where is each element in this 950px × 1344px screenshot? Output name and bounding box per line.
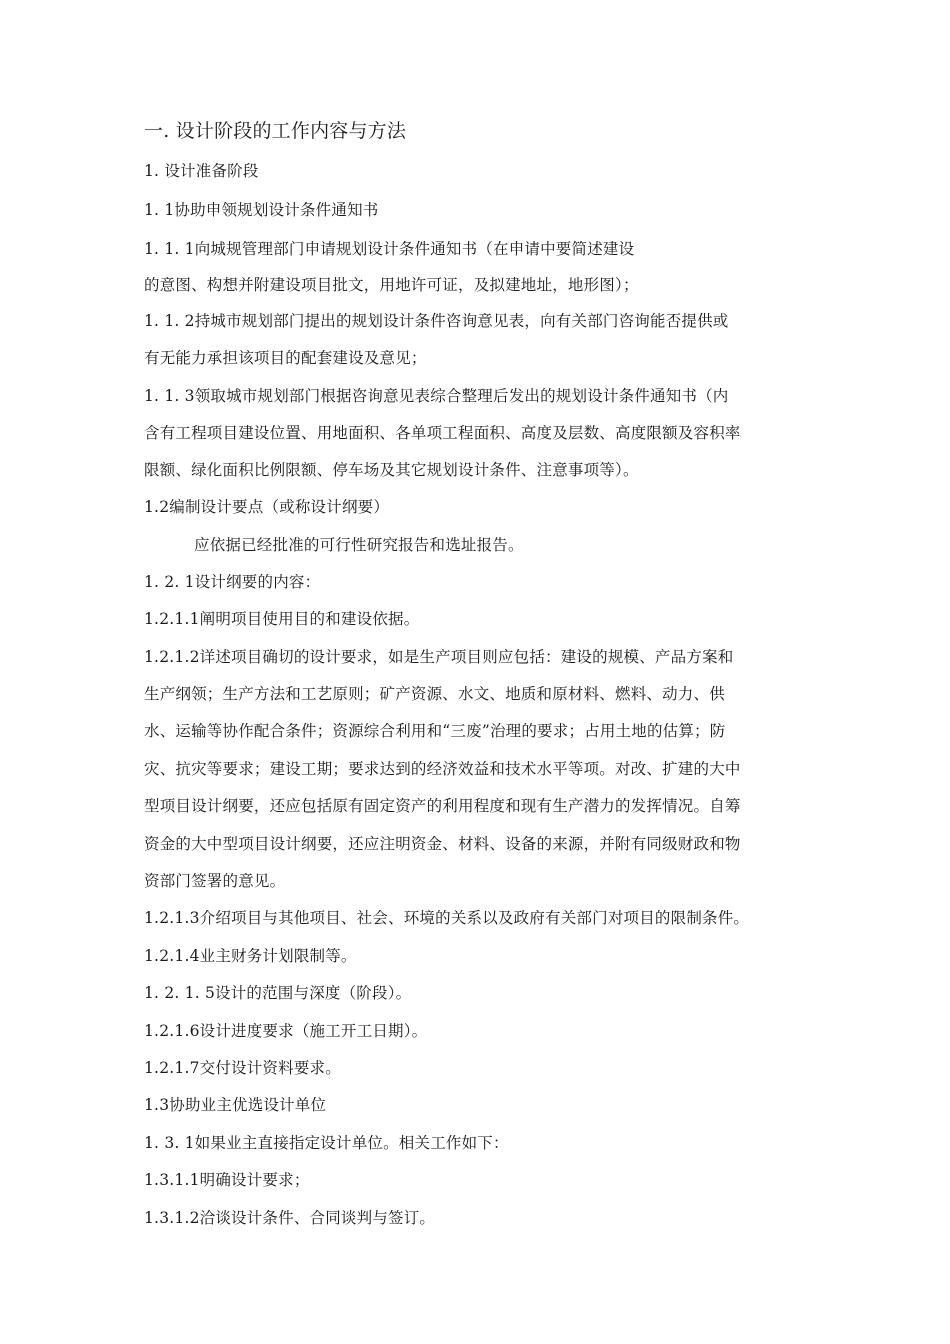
paragraph-line: 的意图、构想并附建设项目批文，用地许可证，及拟建地址，地形图）； <box>144 276 639 294</box>
subsection-heading: 1. 3. 1如果业主直接指定设计单位。相关工作如下： <box>144 1134 509 1152</box>
subsection-heading: 1. 设计准备阶段 <box>144 162 259 180</box>
subsection-heading: 1.3协助业主优选设计单位 <box>144 1096 327 1114</box>
paragraph-line: 1. 2. 1. 5设计的范围与深度（阶段）。 <box>144 984 412 1002</box>
paragraph-line: 水、运输等协作配合条件；资源综合利用和“三废”治理的要求；占用土地的估算；防 <box>144 722 726 740</box>
paragraph-line: 1. 1. 1向城规管理部门申请规划设计条件通知书（在申请中要简述建设 <box>144 240 635 258</box>
paragraph-line: 应依据已经批准的可行性研究报告和选址报告。 <box>194 536 524 554</box>
paragraph-line: 1.3.1.1明确设计要求； <box>144 1171 310 1189</box>
paragraph-line: 生产纲领；生产方法和工艺原则；矿产资源、水文、地质和原材料、燃料、动力、供 <box>144 685 725 703</box>
paragraph-line: 1.2.1.2详述项目确切的设计要求，如是生产项目则应包括：建设的规模、产品方案和 <box>144 648 734 666</box>
paragraph-line: 1.2.1.3介绍项目与其他项目、社会、环境的关系以及政府有关部门对项目的限制条件。 <box>144 909 750 927</box>
paragraph-line: 限额、绿化面积比例限额、停车场及其它规划设计条件、注意事项等）。 <box>144 461 639 479</box>
paragraph-line: 含有工程项目建设位置、用地面积、各单项工程面积、高度及层数、高度限额及容积率 <box>144 424 741 442</box>
paragraph-line: 灾、抗灾等要求；建设工期；要求达到的经济效益和技术水平等项。对改、扩建的大中 <box>144 760 741 778</box>
paragraph-line: 有无能力承担该项目的配套建设及意见； <box>144 349 427 367</box>
subsection-heading: 1. 1协助申领规划设计条件通知书 <box>144 201 379 219</box>
paragraph-line: 1.3.1.2洽谈设计条件、合同谈判与签订。 <box>144 1209 436 1227</box>
paragraph-line: 1.2.1.6设计进度要求（施工开工日期）。 <box>144 1022 428 1040</box>
subsection-heading: 1.2编制设计要点（或称设计纲要） <box>144 498 390 516</box>
paragraph-line: 1. 1. 3领取城市规划部门根据咨询意见表综合整理后发出的规划设计条件通知书（内 <box>144 387 729 405</box>
paragraph-line: 1. 1. 2持城市规划部门提出的规划设计条件咨询意见表，向有关部门咨询能否提供或 <box>144 312 729 330</box>
paragraph-line: 资金的大中型项目设计纲要，还应注明资金、材料、设备的来源，并附有同级财政和物 <box>144 835 741 853</box>
paragraph-line: 型项目设计纲要，还应包括原有固定资产的利用程度和现有生产潜力的发挥情况。自筹 <box>144 797 741 815</box>
paragraph-line: 1.2.1.1阐明项目使用目的和建设依据。 <box>144 610 420 628</box>
paragraph-line: 1.2.1.7交付设计资料要求。 <box>144 1059 341 1077</box>
subsection-heading: 1. 2. 1设计纲要的内容： <box>144 573 321 591</box>
paragraph-line: 资部门签署的意见。 <box>144 872 286 890</box>
section-heading: 一. 设计阶段的工作内容与方法 <box>144 120 407 142</box>
paragraph-line: 1.2.1.4业主财务计划限制等。 <box>144 947 357 965</box>
